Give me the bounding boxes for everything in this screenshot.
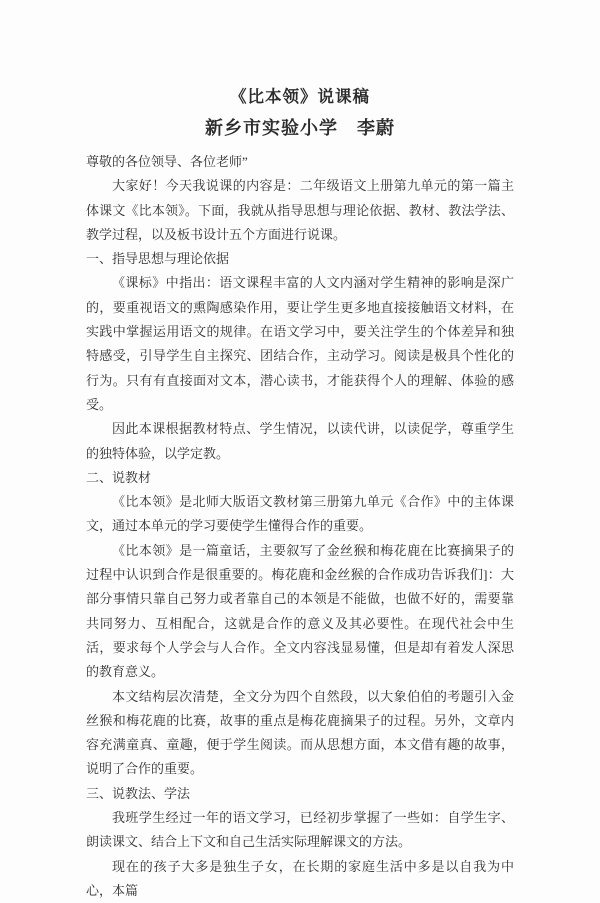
paragraph: 《比本领》是北师大版语文教材第三册第九单元《合作》中的主体课文，通过本单元的学习要使学生懂得合作的重要。 bbox=[86, 494, 514, 534]
paragraph: 我班学生经过一年的语文学习，已经初步掌握了一些如：自学生字、朗读课文、结合上下文和自己生活实际理解课文的方法。 bbox=[86, 810, 514, 850]
paragraph: 尊敬的各位领导、各位老师” bbox=[86, 154, 248, 169]
paragraph: 本文结构层次清楚，全文分为四个自然段，以大象伯伯的考题引入金丝猴和梅花鹿的比赛，故事的重点是梅花鹿摘果子的过程。另外，文章内容充满童真、童趣，便于学生阅读。而从思想方面，本文借有趣的故事，说明了合作的重要。 bbox=[86, 688, 514, 777]
paragraph: 《课标》中指出：语文课程丰富的人文内涵对学生精神的影响是深广的，要重视语文的熏陶感染作用，要让学生更多地直接接触语文材料，在实践中掌握运用语文的规律。在语文学习中，要关注学生的个体差异和独特感受，引导学生自主探究、团结合作，主动学习。阅读是极具个性化的行为。只有有直接面对文本，潜心读书，才能获得个人的理解、体验的感受。 bbox=[86, 275, 514, 412]
paragraph: 三、说教法、学法 bbox=[86, 785, 191, 801]
byline: 新乡市实验小学 李蔚 bbox=[205, 118, 395, 138]
paragraph: 《比本领》是一篇童话，主要叙写了金丝猴和梅花鹿在比赛摘果子的过程中认识到合作是很重要的。梅花鹿和金丝猴的合作成功告诉我们]：大部分事情只靠自己努力或者靠自己的本领是不能做，也做不好的，需要靠共同努力、互相配合，这就是合作的意义及其必要性。在现代社会中生活，要求每个人学会与人合作。全文内容浅显易懂，但是却有着发人深思的教育意义。 bbox=[86, 542, 514, 680]
paragraph: 一、指导思想与理论依据 bbox=[86, 251, 230, 267]
paragraph: 现在的孩子大多是独生子女，在长期的家庭生活中多是以自我为中心，本篇 bbox=[86, 858, 514, 898]
paragraph: 二、说教材 bbox=[86, 469, 152, 485]
document-body bbox=[86, 150, 514, 903]
page-title: 《比本领》说课稿 bbox=[230, 87, 370, 106]
document-content bbox=[86, 82, 514, 903]
paragraph: 因此本课根据教材特点、学生情况，以读代讲，以读促学，尊重学生的独特体验，以学定教。 bbox=[86, 421, 514, 461]
paragraph: 大家好！今天我说课的内容是：二年级语文上册第九单元的第一篇主体课文《比本领》。下面，我就从指导思想与理论依据、教材、教法学法、教学过程，以及板书设计五个方面进行说课。 bbox=[86, 178, 514, 242]
